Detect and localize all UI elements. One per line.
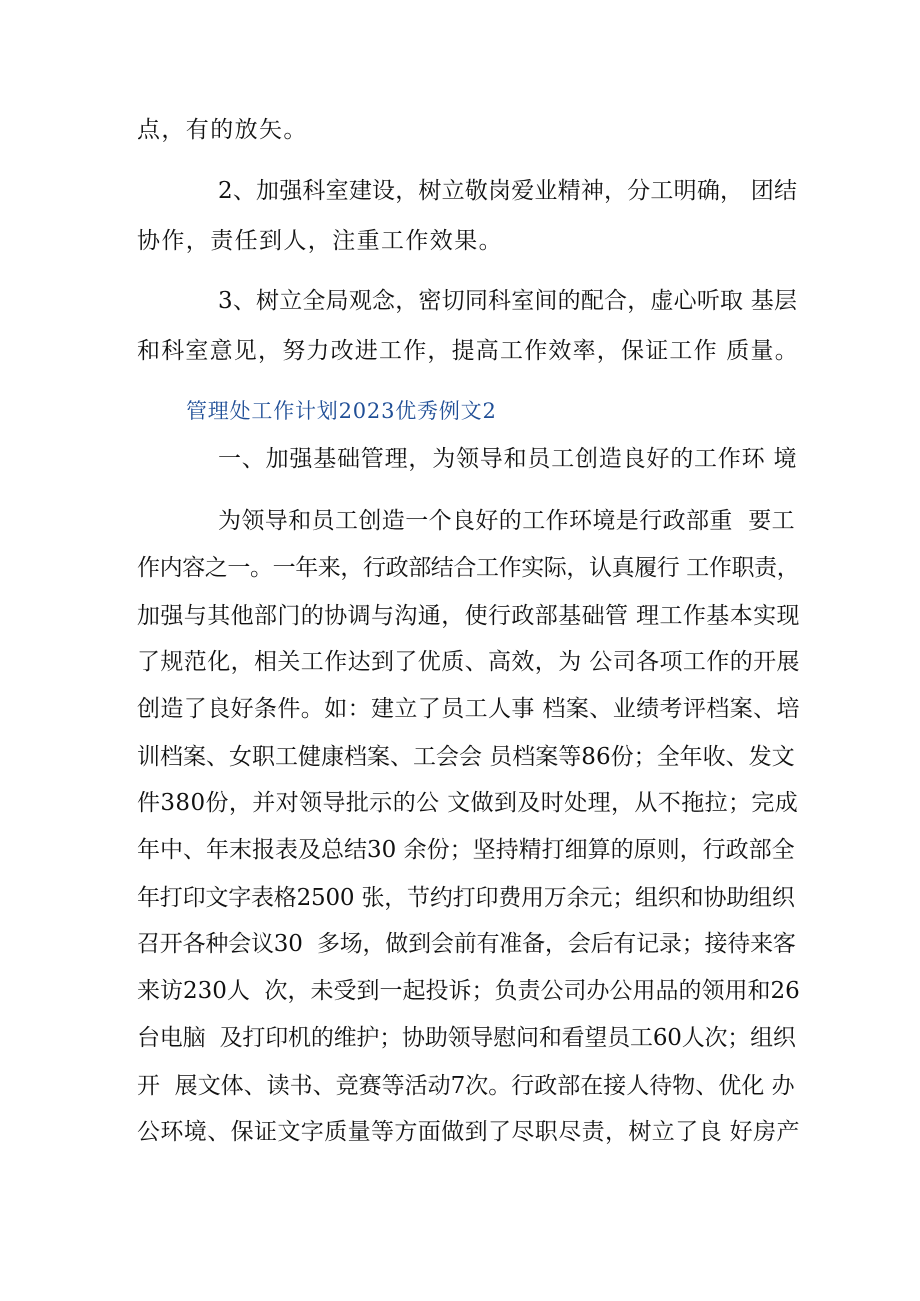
paragraph-line: 2、加强科室建设，树立敬岗爱业精神，分工明确， 团结	[218, 178, 798, 204]
paragraph-line: 召开各种会议30 多场，做到会前有准备，会后有记录；接待来客	[137, 931, 796, 957]
paragraph-line: 训档案、女职工健康档案、工会会 员档案等86份；全年收、发文	[137, 744, 795, 770]
paragraph-line: 台电脑 及打印机的维护；协助领导慰问和看望员工60人次；组织	[137, 1025, 796, 1051]
paragraph-line: 为领导和员工创造一个良好的工作环境是行政部重 要工	[218, 508, 796, 534]
paragraph-line: 了规范化，相关工作达到了优质、高效，为 公司各项工作的开展	[137, 649, 800, 675]
paragraph-line: 作内容之一。一年来，行政部结合工作实际，认真履行 工作职责，	[137, 555, 800, 581]
paragraph-line: 3、树立全局观念，密切同科室间的配合，虚心听取 基层	[218, 288, 798, 314]
section-heading: 管理处工作计划2023优秀例文2	[186, 399, 497, 423]
paragraph-line: 来访230人 次，未受到一起投诉；负责公司办公用品的领用和26	[137, 978, 800, 1004]
paragraph-line: 开 展文体、读书、竞赛等活动7次。行政部在接人待物、优化 办	[137, 1073, 795, 1099]
paragraph-line: 创造了良好条件。如：建立了员工人事 档案、业绩考评档案、培	[137, 696, 800, 722]
paragraph-line: 件380份，并对领导批示的公 文做到及时处理，从不拖拉；完成	[137, 790, 799, 816]
paragraph-line: 公环境、保证文字质量等方面做到了尽职尽责，树立了良 好房产	[137, 1119, 800, 1145]
paragraph-line: 点，有的放矢。	[137, 117, 308, 143]
paragraph-line: 年中、年末报表及总结30 余份；坚持精打细算的原则，行政部全	[137, 837, 795, 863]
paragraph-line: 一、加强基础管理，为领导和员工创造良好的工作环 境	[218, 446, 798, 472]
paragraph-line: 年打印文字表格2500 张，节约打印费用万余元；组织和协助组织	[137, 885, 795, 911]
paragraph-line: 和科室意见，努力改进工作，提高工作效率，保证工作 质量。	[137, 338, 799, 364]
paragraph-line: 加强与其他部门的协调与沟通，使行政部基础管 理工作基本实现	[137, 603, 800, 629]
paragraph-line: 协作，责任到人，注重工作效果。	[137, 228, 503, 254]
